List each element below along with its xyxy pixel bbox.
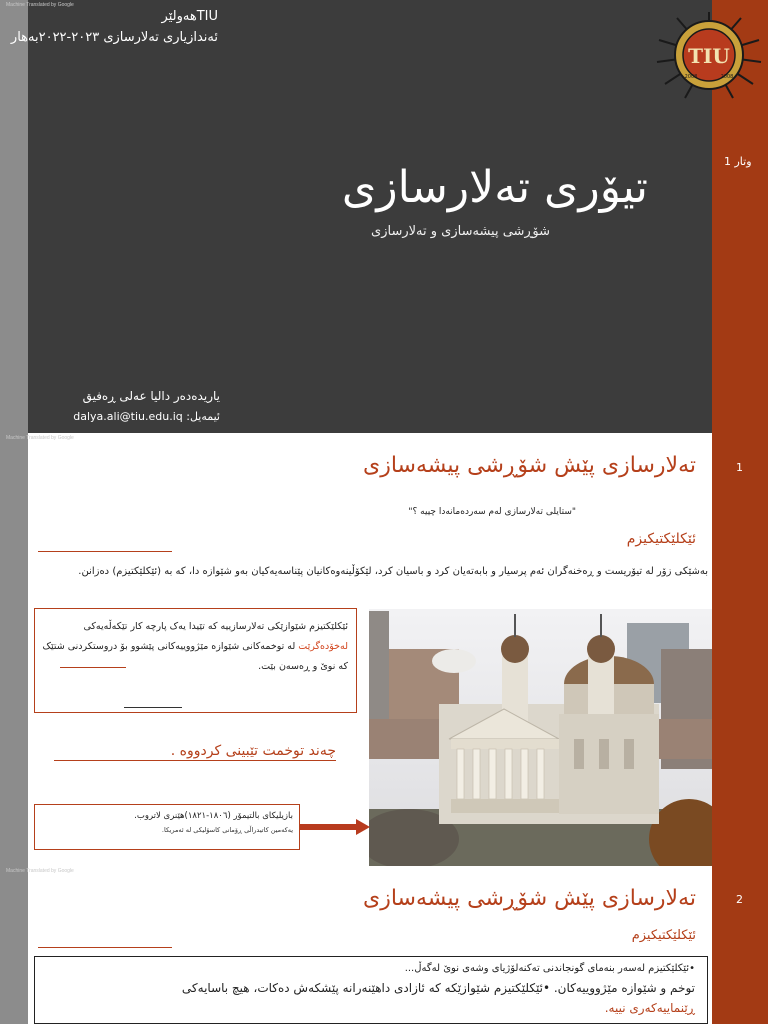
content-box: [34, 956, 708, 1024]
department-year: ئەندازیاری تەلارسازی ٢٠٢٣-٢٠٢٢بەهار: [10, 30, 218, 45]
annotation-underline: [124, 707, 182, 708]
tiu-logo-icon: [655, 10, 763, 100]
left-margin-strip: [0, 866, 28, 1024]
arrow-right-icon: [300, 819, 370, 835]
logo-text: TIU: [688, 44, 730, 68]
slide-title: تەلارسازی پێش شۆڕشی پیشەسازی: [362, 886, 696, 911]
machine-translated-label: Machine Translated by Google: [6, 435, 74, 441]
section-heading: ئێکلێکتیکیزم: [626, 531, 696, 547]
caption-box: [34, 804, 300, 850]
annotation-underline: [60, 667, 126, 668]
left-margin-strip: [0, 433, 28, 866]
question-heading: چەند توخمت تێبینی کردووە .: [170, 743, 336, 759]
slide-number: 2: [736, 893, 743, 906]
lecture-number: وتار 1: [724, 155, 752, 168]
left-margin-strip: [0, 0, 28, 433]
content-line-3: ڕێنماییەکەری نییە.: [604, 1001, 695, 1015]
content-line-2: توخم و شێوازە مێژووییەکان. •ئێکلێکتیزم شێوازێکە کە ئازادی داهێنەرانە پێشکەش دەکات، هیچ باسایەکی: [181, 981, 695, 995]
title-slide-background: [28, 0, 712, 433]
email-label: ئیمەیل:: [186, 410, 220, 423]
question-quote: "ستایلی تەلارسازی لەم سەردەمانەدا چییە ؟": [408, 507, 576, 517]
content-line-1: •ئێکلێکتیزم لەسەر بنەمای گونجاندنی تەکنەلۆژیای وشەی نوێ لەگەڵ...: [404, 963, 695, 974]
author-email-line: [73, 410, 220, 423]
baltimore-basilica-photo: [369, 609, 712, 866]
definition-text-part2: لە توخمەکانی شێوازە مێژووییەکانی پێشوو بۆ دروستکردنی شتێک کە نوێ و ڕەسەن بێت.: [42, 641, 348, 672]
organization-name: TIUهەولێر: [161, 9, 218, 24]
caption-line-1: بازیلیکای بالتیمۆر (١٨٠٦-١٨٢١)هێنری لاتروب.: [134, 811, 293, 821]
machine-translated-label: Machine Translated by Google: [6, 2, 74, 8]
content-slide-1: [0, 433, 768, 866]
accent-sidebar: [712, 433, 768, 866]
heading-underline: [38, 551, 172, 552]
accent-sidebar: [712, 866, 768, 1024]
slide-title: تیۆری تەلارسازی: [341, 162, 648, 213]
content-slide-2: [0, 866, 768, 1024]
definition-text-part1: ئێکلێکتیزم شێوازێکی تەلارسازییە کە تێیدا یەک پارچە کار تێکەڵەیەکی: [83, 621, 348, 632]
definition-text: [38, 617, 348, 677]
definition-box: [34, 608, 357, 713]
machine-translated-label: Machine Translated by Google: [6, 868, 74, 874]
intro-paragraph: بەشێکی زۆر لە تیۆریست و ڕەخنەگران ئەم پرسیار و بابەتەیان کرد و باسیان کرد، لێکۆڵینەوەکانیان پێناسەیەکیان بەو شێوازە دا، کە بە (ئێکلێکتیزم) دەزانن.: [78, 566, 708, 577]
slide-title: تەلارسازی پێش شۆڕشی پیشەسازی: [362, 453, 696, 478]
logo-year-left: 2008: [684, 74, 698, 80]
email-address[interactable]: dalya.ali@tiu.edu.iq: [73, 410, 183, 423]
slide-subtitle: شۆڕشی پیشەسازی و تەلارسازی: [371, 224, 550, 239]
title-slide: [0, 0, 768, 433]
slide-number: 1: [736, 461, 743, 474]
logo-year-right: 2008: [720, 74, 734, 80]
definition-highlight: لەخۆدەگرێت: [298, 641, 348, 652]
author-name: یاریدەدەر دالیا عەلی ڕەفیق: [82, 389, 220, 403]
section-heading: ئێکلێکتیکیزم: [631, 928, 696, 943]
caption-line-2: یەکەمین کاتیدراڵی ڕۆمانی کاسۆلیکی لە ئەمریکا.: [161, 826, 293, 834]
heading-underline: [38, 947, 172, 948]
question-underline: [54, 760, 336, 761]
